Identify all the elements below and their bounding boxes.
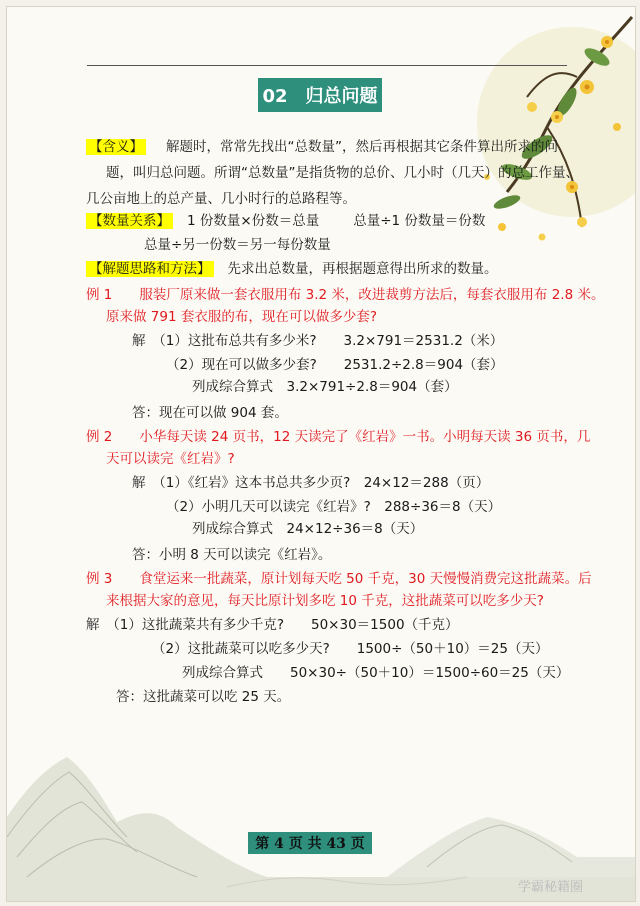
example2-step-1: 解 （1）《红岩》这本书总共多少页? 24×12＝288（页）	[132, 475, 490, 491]
meaning-text-3: 几公亩地上的总产量、几小时行的总路程等。	[86, 191, 356, 207]
example1-step-2: （2）现在可以做多少套? 2531.2÷2.8＝904（套）	[166, 357, 504, 373]
meaning-text-1: 解题时，常常先找出“总数量”，然后再根据其它条件算出所求的问	[166, 139, 558, 155]
meaning-line-1	[86, 138, 558, 156]
example1-step-1: 解 （1）这批布总共有多少米? 3.2×791＝2531.2（米）	[132, 333, 504, 349]
relation-formula-1: 1 份数量×份数＝总量	[187, 213, 320, 229]
example2-step-3: 列成综合算式 24×12÷36＝8（天）	[192, 521, 424, 537]
example1-question-1: 例 1 服装厂原来做一套衣服用布 3.2 米，改进裁剪方法后，每套衣服用布 2.8 米。	[86, 287, 605, 303]
example3-step-2: （2）这批蔬菜可以吃多少天? 1500÷（50＋10）＝25（天）	[152, 641, 549, 657]
example3-step-1: 解 （1）这批蔬菜共有多少千克? 50×30＝1500（千克）	[86, 617, 459, 633]
page-title: 02 归总问题	[258, 78, 382, 112]
example3-step-3: 列成综合算式 50×30÷（50＋10）＝1500÷60＝25（天）	[182, 665, 570, 681]
relation-formula-3: 总量÷另一份数＝另一每份数量	[144, 237, 331, 253]
relation-formula-2: 总量÷1 份数量＝份数	[353, 213, 486, 229]
example1-answer: 答：现在可以做 904 套。	[132, 405, 288, 421]
meaning-tag: 【含义】	[86, 139, 146, 155]
example3-question-1: 例 3 食堂运来一批蔬菜，原计划每天吃 50 千克，30 天慢慢消费完这批蔬菜。后	[86, 571, 592, 587]
watermark: 学霸秘籍圈	[518, 880, 584, 895]
example2-step-2: （2）小明几天可以读完《红岩》? 288÷36＝8（天）	[166, 499, 502, 515]
method-line	[86, 260, 498, 278]
example3-question-2: 来根据大家的意见，每天比原计划多吃 10 千克，这批蔬菜可以吃多少天?	[106, 593, 544, 609]
relation-tag: 【数量关系】	[86, 213, 173, 229]
example3-answer: 答：这批蔬菜可以吃 25 天。	[116, 689, 291, 705]
example2-question-2: 天可以读完《红岩》?	[106, 451, 235, 467]
example1-question-2: 原来做 791 套衣服的布，现在可以做多少套?	[106, 309, 378, 325]
example1-step-3: 列成综合算式 3.2×791÷2.8＝904（套）	[192, 379, 458, 395]
meaning-text-2: 题，叫归总问题。所谓“总数量”是指货物的总价、几小时（几天）的总工作量、	[106, 165, 579, 181]
page-number-footer: 第 4 页 共 43 页	[248, 832, 372, 854]
method-tag: 【解题思路和方法】	[86, 261, 214, 277]
relation-line-1	[86, 212, 485, 230]
mountains-decoration	[7, 727, 635, 901]
example2-answer: 答：小明 8 天可以读完《红岩》。	[132, 547, 332, 563]
method-text: 先求出总数量，再根据题意得出所求的数量。	[227, 261, 498, 277]
example2-question-1: 例 2 小华每天读 24 页书，12 天读完了《红岩》一书。小明每天读 36 页书，几	[86, 429, 591, 445]
top-rule	[87, 65, 567, 66]
